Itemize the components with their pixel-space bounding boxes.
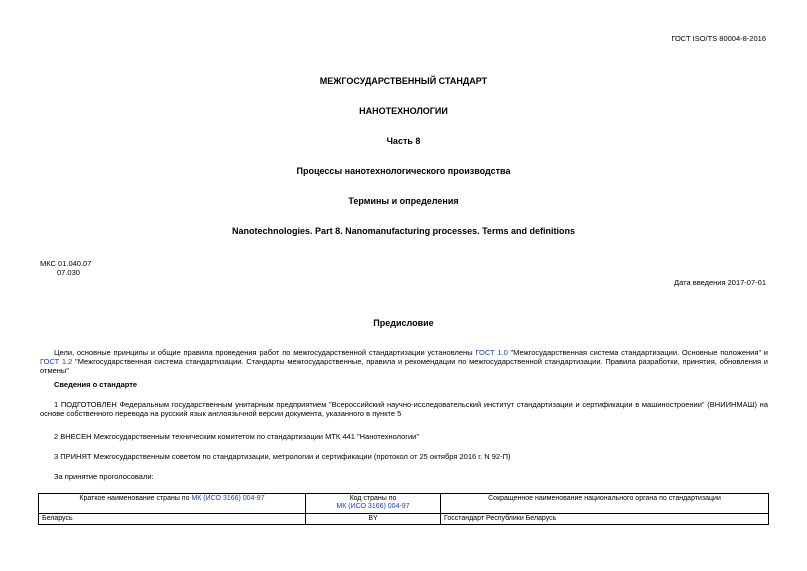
column-header-body: Сокращенное наименование национального органа по стандартизации bbox=[441, 494, 769, 514]
foreword-paragraph bbox=[40, 348, 768, 375]
voting-table bbox=[38, 493, 769, 525]
foreword-heading: Предисловие bbox=[373, 318, 434, 328]
introduced-by-paragraph bbox=[40, 432, 768, 441]
introduced-by-text: 2 ВНЕСЕН Межгосударственным техническим комитетом по стандартизации МТК 441 "Нанотехнологии" bbox=[54, 432, 420, 441]
document-code: ГОСТ ISO/TS 80004-8-2016 bbox=[671, 34, 766, 43]
mk-iso-link[interactable]: МК (ИСО 3166) 004-97 bbox=[191, 495, 265, 502]
mks-code: МКС 01.040.07 bbox=[40, 259, 92, 268]
subject-title: НАНОТЕХНОЛОГИИ bbox=[359, 106, 448, 116]
prepared-by-paragraph bbox=[40, 400, 768, 418]
table-row bbox=[39, 513, 769, 524]
table-header-row bbox=[39, 494, 769, 514]
standard-type-title: МЕЖГОСУДАРСТВЕННЫЙ СТАНДАРТ bbox=[319, 76, 488, 86]
cell-code: BY bbox=[306, 513, 441, 524]
terms-title: Термины и определения bbox=[348, 196, 459, 206]
column-header-code bbox=[306, 494, 441, 514]
column-header-code-text: Код страны по bbox=[349, 495, 397, 502]
foreword-text-a: Цели, основные принципы и общие правила проведения работ по межгосударственной стандартизации установлены bbox=[54, 348, 476, 357]
english-title: Nanotechnologies. Part 8. Nanomanufacturing processes. Terms and definitions bbox=[232, 226, 575, 236]
gost-1-0-link[interactable]: ГОСТ 1.0 bbox=[475, 348, 508, 357]
part-title: Часть 8 bbox=[386, 136, 421, 146]
foreword-text-c: "Межгосударственная система стандартизации. Стандарты межгосударственные, правила и рекомендации по межгосударственной стандартизации. Правила разработки, принятия, обновления и отмены" bbox=[40, 357, 768, 375]
process-title: Процессы нанотехнологического производства bbox=[296, 166, 511, 176]
adopted-by-paragraph bbox=[40, 452, 768, 461]
column-header-country-text: Краткое наименование страны по bbox=[79, 495, 192, 502]
prepared-by-text: 1 ПОДГОТОВЛЕН Федеральным государственным унитарным предприятием "Всероссийский научно-исследовательский институт стандартизации и сертификации в машиностроении" (ВНИИНМАШ) на основе собственного перевода на русский язык англоязычной версии документа, указанного в пункте 5 bbox=[40, 400, 768, 418]
about-standard-heading: Сведения о стандарте bbox=[54, 380, 138, 389]
introduction-date: Дата введения 2017-07-01 bbox=[674, 278, 766, 287]
cell-body: Госстандарт Республики Беларусь bbox=[441, 513, 769, 524]
mks-code-secondary: 07.030 bbox=[57, 268, 80, 277]
foreword-text-b: "Межгосударственная система стандартизации. Основные положения" и bbox=[507, 348, 768, 357]
cell-country: Беларусь bbox=[39, 513, 306, 524]
gost-1-2-link[interactable]: ГОСТ 1.2 bbox=[40, 357, 73, 366]
column-header-country bbox=[39, 494, 306, 514]
mk-iso-code-link[interactable]: МК (ИСО 3166) 004-97 bbox=[336, 503, 410, 511]
adopted-by-text: 3 ПРИНЯТ Межгосударственным советом по стандартизации, метрологии и сертификации (протокол от 25 октября 2016 г. N 92-П) bbox=[54, 452, 511, 461]
voted-label: За принятие проголосовали: bbox=[54, 472, 154, 481]
